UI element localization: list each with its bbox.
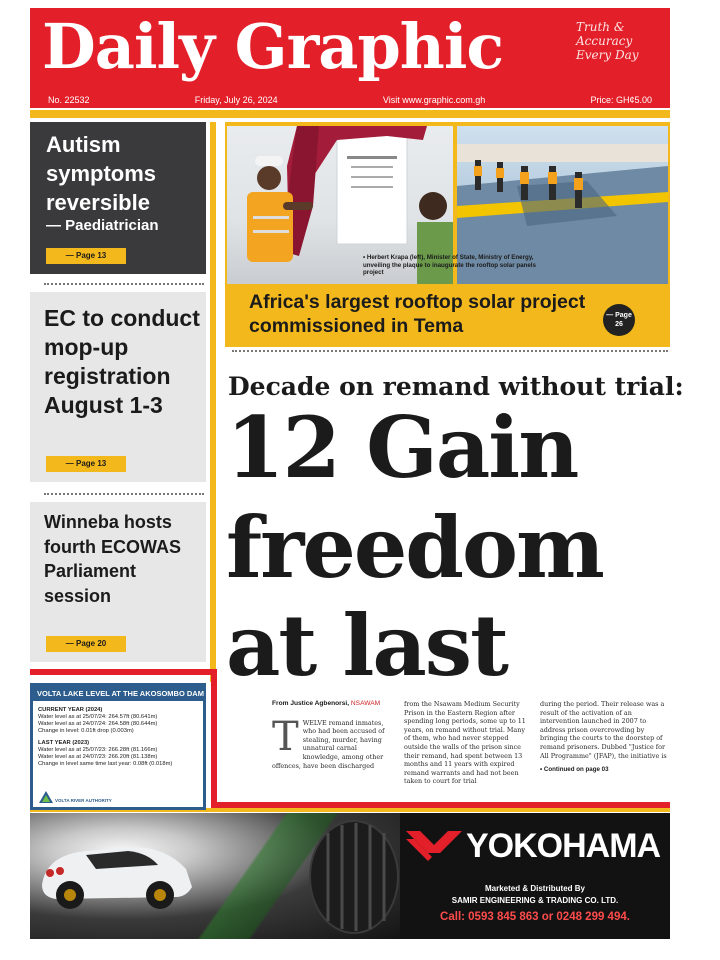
volta-line: Change in level same time last year: 0.08ft (0.018m): [38, 761, 173, 767]
sidebar-story-headline: Autism symptoms reversible: [46, 132, 157, 215]
sidebar-story-ec[interactable]: [30, 292, 206, 482]
volta-line: Change in level: 0.01ft drop (0.003m): [38, 728, 134, 734]
current-year-label: CURRENT YEAR (2024): [38, 707, 103, 713]
story-column-2: [404, 700, 532, 786]
drop-cap: T: [272, 713, 299, 760]
sidebar-story-ecowas[interactable]: [30, 502, 206, 662]
volta-line: Water level as at 25/07/23: 266.28ft (81.166m): [38, 747, 158, 753]
sports-car-icon: [36, 825, 196, 915]
lead-kicker: Decade on remand without trial:: [228, 372, 684, 401]
solar-story-box[interactable]: [225, 122, 670, 347]
price: Price: GH¢5.00: [590, 95, 652, 105]
lead-headline-line-1: 12 Gain: [226, 398, 578, 497]
issue-date: Friday, July 26, 2024: [194, 95, 278, 105]
ad-distributor: [410, 883, 660, 907]
frame-rule: [30, 669, 217, 675]
sidebar-story-headline: Winneba hosts fourth ECOWAS Parliament session: [44, 512, 181, 606]
masthead-rule: [30, 110, 670, 118]
story-text: WELVE remand inmates, who had been accused of stealing, murder, having unnatural carnal knowledge, among other offences, have been discharged: [272, 718, 385, 770]
page-reference-tag[interactable]: — Page 13: [46, 248, 126, 264]
story-column-3: [540, 700, 668, 775]
volta-line: Water level as at 25/07/24: 264.57ft (80.641m): [38, 714, 158, 720]
column-rule: [210, 122, 216, 682]
byline-author: From Justice Agbenorsi,: [272, 700, 350, 707]
continued-link[interactable]: • Continued on page 03: [540, 766, 609, 774]
ad-brand-name: YOKOHAMA: [466, 827, 661, 865]
sidebar-story-autism[interactable]: [30, 122, 206, 274]
divider: [44, 493, 204, 495]
yokohama-logo-icon: [406, 831, 462, 861]
photo-caption: • Herbert Krapa (left), Minister of State, Ministry of Energy, unveiling the plaque to inaugurate the rooftop solar panels project: [363, 254, 536, 276]
ad-phone[interactable]: Call: 0593 845 863 or 0248 299 494.: [440, 911, 630, 923]
lead-headline-line-3: at last: [226, 596, 507, 695]
story-text: from the Nsawam Medium Security Prison in the Eastern Region after spending long periods, some up to 11 years, on remand without trial. Many of them, who had never stepped outside the walls of the prison since their remand, had spent between 13 months and 11 years with expired remand warrants and had not been taken to court for trial: [404, 700, 526, 786]
solar-story-headline: Africa's largest rooftop solar project commissioned in Tema: [249, 291, 586, 337]
divider: [44, 283, 204, 285]
volta-lake-level-box: [30, 683, 206, 810]
ad-company: SAMIR ENGINEERING & TRADING CO. LTD.: [451, 896, 619, 905]
tyre-icon: [308, 819, 400, 935]
vra-logo-icon: [39, 791, 53, 803]
lead-headline-line-2: freedom: [226, 498, 603, 597]
website-link[interactable]: Visit www.graphic.com.gh: [382, 95, 486, 105]
page-reference-tag[interactable]: — Page 20: [46, 636, 126, 652]
volta-title: VOLTA LAKE LEVEL AT THE AKOSOMBO DAM: [33, 686, 203, 701]
story-column-1: [272, 700, 396, 770]
issue-number: No. 22532: [48, 95, 90, 105]
story-text: during the period. Their release was a result of the activation of an intervention launched in 2007 to address prison overcrowding by bringing the courts to the doorstep of remand prisoners. Dubbed "Justice for All Programme" (JFAP), the initiative is: [540, 700, 667, 760]
byline: [272, 700, 396, 709]
divider: [232, 350, 668, 352]
last-year-label: LAST YEAR (2023): [38, 740, 90, 746]
ad-marketed-by: Marketed & Distributed By: [484, 884, 586, 893]
vra-logo-text: VOLTA RIVER AUTHORITY: [55, 798, 112, 803]
newspaper-slogan: Truth & Accuracy Every Day: [576, 20, 639, 62]
volta-line: Water level as at 24/07/24: 264.58ft (80.644m): [38, 721, 158, 727]
page-reference-tag[interactable]: — Page 13: [46, 456, 126, 472]
newspaper-title: Daily Graphic: [42, 10, 504, 83]
volta-line: Water level as at 24/07/23: 266.20ft (81.138m): [38, 754, 158, 760]
sidebar-story-source: — Paediatrician: [46, 217, 159, 234]
byline-location: NSAWAM: [350, 700, 381, 707]
yokohama-advert[interactable]: [30, 813, 670, 939]
frame-rule: [211, 669, 217, 807]
masthead: [30, 8, 670, 108]
masthead-info-bar: [30, 92, 670, 108]
sidebar-story-headline: EC to conduct mop-up registration August 1-3: [44, 305, 200, 418]
page-reference-badge[interactable]: — Page 26: [603, 304, 635, 336]
